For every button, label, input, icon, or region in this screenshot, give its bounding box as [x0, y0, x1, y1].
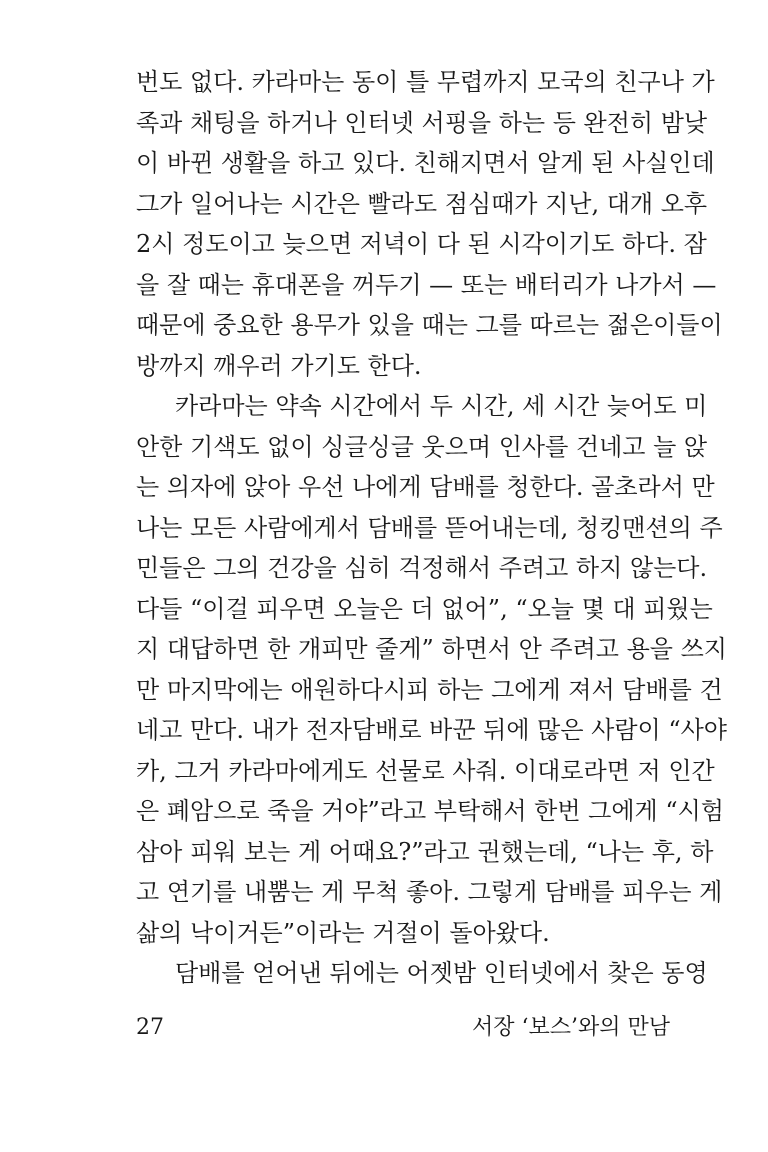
body-line: 민들은 그의 건강을 심히 걱정해서 주려고 하지 않는다.: [136, 554, 708, 582]
body-line: 때문에 중요한 용무가 있을 때는 그를 따르는 젊은이들이: [136, 311, 723, 339]
running-title: 서장 ‘보스’와의 만남: [472, 1015, 670, 1040]
body-line: 을 잘 때는 휴대폰을 꺼두기 — 또는 배터리가 나가서 —: [136, 270, 717, 299]
body-line: 지 대답하면 한 개피만 줄게” 하면서 안 주려고 용을 쓰지: [136, 635, 727, 663]
body-line: 다들 “이걸 피우면 오늘은 더 없어”, “오늘 몇 대 피웠는: [136, 594, 713, 623]
body-line: 만 마지막에는 애원하다시피 하는 그에게 져서 담배를 건: [136, 675, 723, 704]
body-line: 는 의자에 앉아 우선 나에게 담배를 청한다. 골초라서 만: [136, 473, 715, 501]
body-line: 고 연기를 내뿜는 게 무척 좋아. 그렇게 담배를 피우는 게: [136, 878, 723, 906]
page-number: 27: [136, 1015, 164, 1040]
body-line: 나는 모든 사람에게서 담배를 뜯어내는데, 청킹맨션의 주: [136, 513, 723, 542]
body-line-paragraph-start: 카라마는 약속 시간에서 두 시간, 세 시간 늦어도 미: [175, 392, 708, 420]
body-line: 카, 그거 카라마에게도 선물로 사줘. 이대로라면 저 인간: [136, 756, 715, 785]
body-line-paragraph-start: 담배를 얻어낸 뒤에는 어젯밤 인터넷에서 찾은 동영: [175, 959, 708, 987]
body-line: 삶의 낙이거든”이라는 거절이 돌아왔다.: [136, 918, 550, 947]
body-line: 번도 없다. 카라마는 동이 틀 무렵까지 모국의 친구나 가: [136, 68, 715, 96]
body-line: 네고 만다. 내가 전자담배로 바꾼 뒤에 많은 사람이 “사야: [136, 716, 727, 744]
body-line: 방까지 깨우러 가기도 한다.: [136, 351, 422, 380]
body-line: 이 바뀐 생활을 하고 있다. 친해지면서 알게 된 사실인데: [136, 149, 715, 177]
body-line: 2시 정도이고 늦으면 저녁이 다 된 시각이기도 하다. 잠: [136, 230, 707, 258]
body-line: 은 폐암으로 죽을 거야”라고 부탁해서 한번 그에게 “시험: [136, 797, 724, 825]
body-line: 족과 채팅을 하거나 인터넷 서핑을 하는 등 완전히 밤낮: [136, 108, 708, 137]
body-line: 삼아 피워 보는 게 어때요?”라고 권했는데, “나는 후, 하: [136, 837, 714, 866]
body-line: 안한 기색도 없이 싱글싱글 웃으며 인사를 건네고 늘 앉: [136, 432, 708, 461]
body-line: 그가 일어나는 시간은 빨라도 점심때가 지난, 대개 오후: [136, 189, 708, 218]
